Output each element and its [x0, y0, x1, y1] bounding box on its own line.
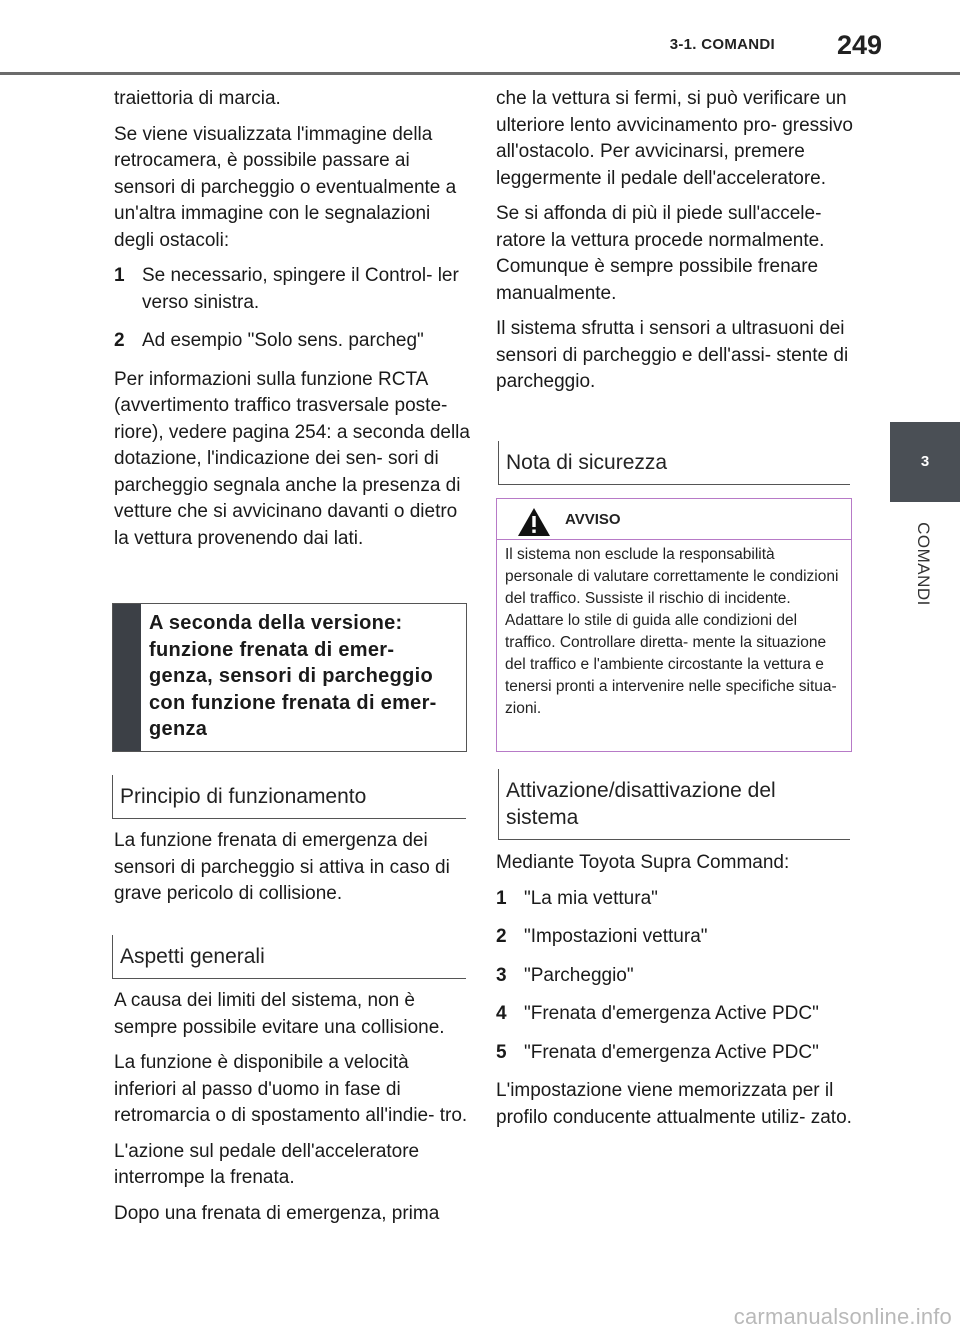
- heading-principio: [120, 783, 466, 810]
- heading-rule: [112, 775, 113, 819]
- step-number: 4: [496, 1003, 507, 1024]
- heading-rule: [112, 818, 466, 819]
- step-text: "Frenata d'emergenza Active PDC": [524, 1003, 819, 1024]
- heading-rule: [498, 441, 499, 485]
- warning-header: [497, 499, 851, 540]
- paragraph: L'azione sul pedale dell'acceleratore interrompe la frenata.: [114, 1140, 420, 1188]
- paragraph: che la vettura si fermi, si può verificare un ulteriore lento avvicinamento pro- gressivo all'ostacolo. Per avvicinarsi, premere leggermente il pedale dell'acceleratore.: [496, 88, 853, 189]
- paragraph: Mediante Toyota Supra Command:: [496, 852, 790, 873]
- step-text: Se necessario, spingere il Control- ler verso sinistra.: [142, 265, 459, 313]
- paragraph: A causa dei limiti del sistema, non è sempre possibile evitare una collisione.: [114, 990, 445, 1038]
- step-text: "Frenata d'emergenza Active PDC": [524, 1041, 819, 1063]
- heading-text: Nota di sicurezza: [506, 451, 668, 474]
- header-rule: [0, 72, 960, 75]
- heading-rule: [112, 935, 113, 979]
- step-item: [496, 1040, 856, 1067]
- step-text: Ad esempio "Solo sens. parcheg": [142, 330, 424, 351]
- heading-text: Attivazione/disattivazione del sistema: [506, 779, 776, 829]
- page-header: [0, 0, 960, 80]
- step-item: [114, 263, 470, 316]
- step-item: [114, 328, 470, 355]
- heading-rule: [498, 484, 850, 485]
- warning-triangle-icon: [517, 507, 551, 537]
- paragraph: Se viene visualizzata l'immagine della retrocamera, è possibile passare ai sensori di parcheggio o eventualmente a un'altra immagine con le segnalazioni degli ostacoli:: [114, 123, 457, 251]
- step-text: "Impostazioni vettura": [524, 926, 708, 947]
- heading-nota: [506, 449, 850, 476]
- heading-rule: [112, 978, 466, 979]
- left-column-top: [114, 86, 470, 561]
- step-item: [496, 963, 856, 990]
- watermark[interactable]: carmanualsonline.info: [733, 1304, 952, 1329]
- step-item: [496, 1001, 856, 1028]
- right-column-top: [496, 86, 856, 405]
- paragraph: La funzione frenata di emergenza dei sensori di parcheggio si attiva in caso di grave pericolo di collisione.: [114, 830, 450, 904]
- chapter-tab: 3: [890, 422, 960, 502]
- warning-text: Il sistema non esclude la responsabilità personale di valutare correttamente le condizioni del traffico. Sussiste il rischio di incidente. Adattare lo stile di guida alle condizioni del traffico. Controllare diretta- mente la situazione del traffico e l'ambiente circostante la vettura e tenersi pronti a intervenire nelle specifiche situa- zioni.: [505, 546, 839, 717]
- step-number: 1: [114, 265, 125, 286]
- right-column-attivazione: [496, 850, 856, 1140]
- paragraph: Dopo una frenata di emergenza, prima: [114, 1202, 440, 1224]
- chapter-side-label: [913, 516, 933, 612]
- left-column-aspetti: [114, 988, 470, 1236]
- version-box: [112, 603, 467, 752]
- step-number: 2: [114, 330, 125, 351]
- version-box-title: A seconda della versione: funzione frenata di emer- genza, sensori di parcheggio con funzione frenata di emer- genza: [149, 612, 437, 740]
- heading-rule: [498, 769, 499, 840]
- paragraph: Se si affonda di più il piede sull'accele- ratore la vettura procede normalmente. Comunque è sempre possibile frenare manualmente.: [496, 203, 825, 304]
- step-number: 1: [496, 887, 507, 909]
- step-number: 5: [496, 1041, 507, 1063]
- section-title: 3-1. COMANDI: [669, 36, 775, 53]
- page-number: 249: [836, 30, 882, 60]
- version-box-bar: [113, 604, 141, 751]
- paragraph: L'impostazione viene memorizzata per il profilo conducente attualmente utiliz- zato.: [496, 1080, 852, 1128]
- left-column-principio: [114, 828, 470, 917]
- step-text: "La mia vettura": [524, 887, 658, 909]
- step-item: [496, 924, 856, 951]
- chapter-side-label-text: COMANDI: [914, 522, 933, 606]
- paragraph: La funzione è disponibile a velocità inferiori al passo d'uomo in fase di retromarcia o di spostamento all'indie- tro.: [114, 1052, 468, 1126]
- step-number: 2: [496, 926, 507, 947]
- paragraph: Il sistema sfrutta i sensori a ultrasuoni dei sensori di parcheggio e dell'assi- stente di parcheggio.: [496, 318, 849, 392]
- warning-box: [496, 498, 852, 752]
- heading-rule: [498, 839, 850, 840]
- heading-attivazione: [506, 777, 850, 831]
- heading-text: Aspetti generali: [120, 945, 265, 968]
- heading-text: Principio di funzionamento: [120, 785, 367, 808]
- step-text: "Parcheggio": [524, 964, 634, 986]
- warning-title: AVVISO: [565, 511, 621, 528]
- heading-aspetti: [120, 943, 466, 970]
- step-number: 3: [496, 964, 507, 986]
- paragraph: Per informazioni sulla funzione RCTA (avvertimento traffico trasversale poste- riore), vedere pagina 254: a seconda della dotazione, l'indicazione dei sen- sori di parcheggio segnala anche la presenza di vetture che si avvicinano davanti o dietro la vettura provenendo dai lati.: [114, 368, 470, 549]
- paragraph: traiettoria di marcia.: [114, 88, 281, 109]
- step-item: [496, 886, 856, 913]
